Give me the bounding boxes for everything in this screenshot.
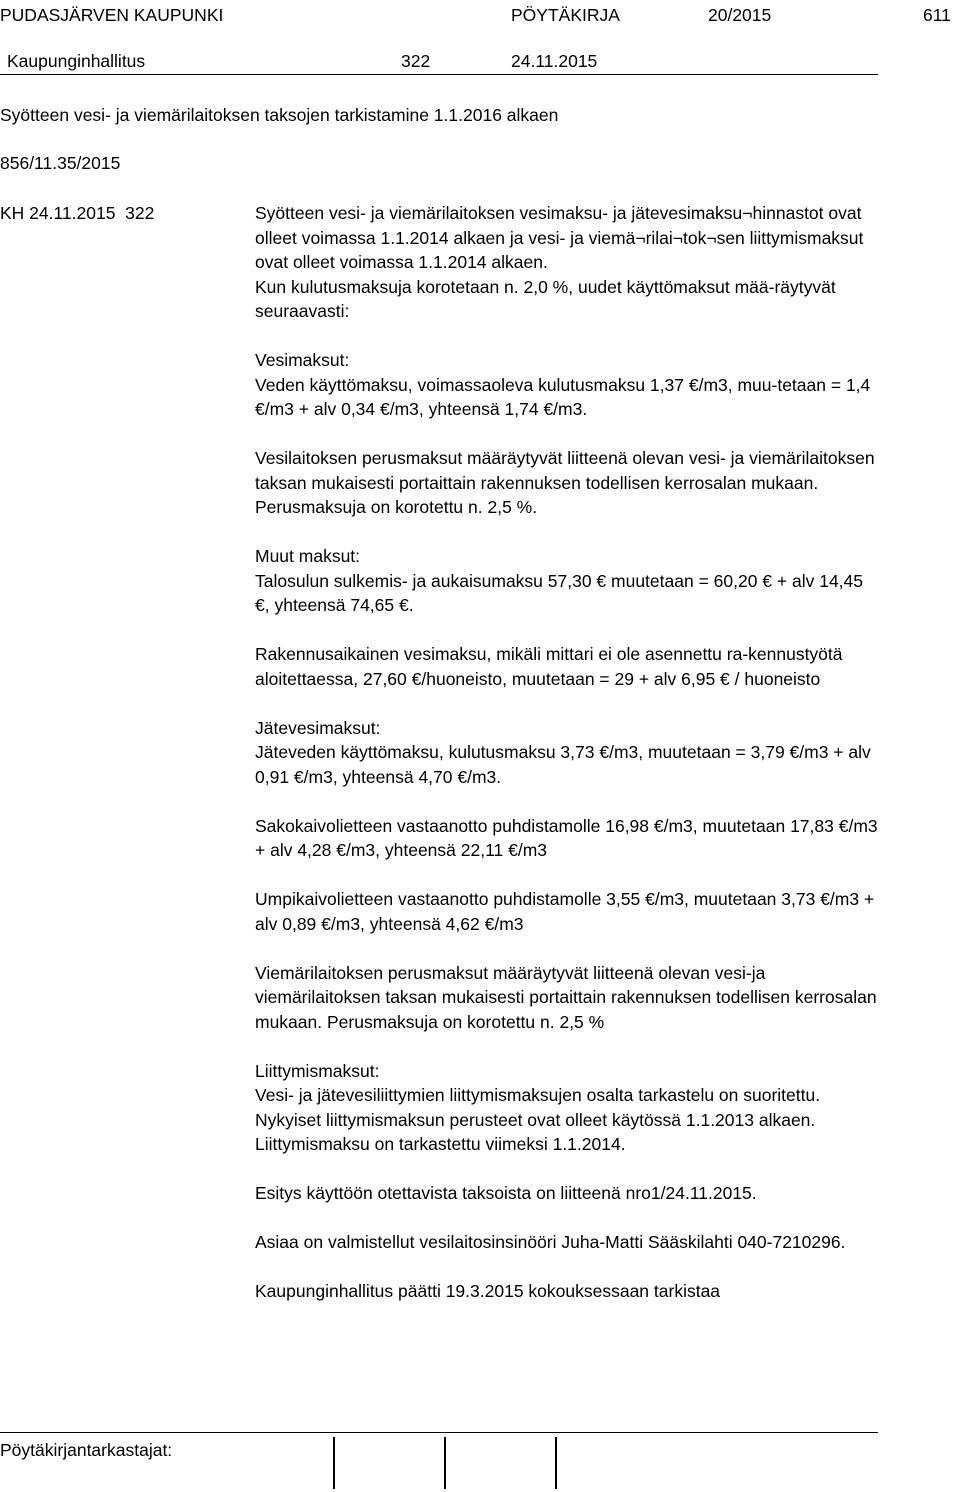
paragraph-p2: Kun kulutusmaksuja korotetaan n. 2,0 %, uudet käyttömaksut mää-räytyvät seuraavasti:: [255, 276, 836, 321]
liittymismaksut-text: Vesi- ja jätevesiliittymien liittymismaksujen osalta tarkastelu on suoritettu. Nykyiset liittymismaksun perusteet ovat olleet käytössä 1.1.2013 alkaen. Liittymismaksu on tarkastettu viimeksi 1.1.2014.: [255, 1085, 821, 1154]
jatevesimaksut-text: Jäteveden käyttömaksu, kulutusmaksu 3,73 €/m3, muutetaan = 3,79 €/m3 + alv 0,91 €/m3, yhteensä 4,70 €/m3.: [255, 742, 871, 787]
paatti-paragraph: Kaupunginhallitus päätti 19.3.2015 kokouksessaan tarkistaa: [255, 1281, 721, 1301]
body-name: Kaupunginhallitus: [7, 51, 146, 71]
doc-type: PÖYTÄKIRJA: [511, 5, 620, 25]
reference-number: 856/11.35/2015: [0, 153, 121, 173]
signature-line-3: [555, 1437, 557, 1489]
doc-number: 20/2015: [708, 5, 772, 25]
asiaa-paragraph: Asiaa on valmistellut vesilaitosinsinööri Juha-Matti Sääskilahti 040-7210296.: [255, 1232, 846, 1252]
body-text: [255, 201, 880, 1304]
signature-line-1: [333, 1437, 335, 1489]
footer-divider: [0, 1432, 878, 1433]
vesimaksut-heading: Vesimaksut:: [255, 350, 350, 370]
muut-maksut-heading: Muut maksut:: [255, 546, 361, 566]
liittymismaksut-heading: Liittymismaksut:: [255, 1060, 380, 1081]
muut-maksut-text: Talosulun sulkemis- ja aukaisumaksu 57,30 € muutetaan = 60,20 € + alv 14,45 €, yhteensä 74,65 €.: [255, 570, 864, 615]
section-number: 322: [401, 51, 431, 71]
org-name: PUDASJÄRVEN KAUPUNKI: [0, 5, 224, 25]
meeting-date: 24.11.2015: [511, 51, 598, 71]
paragraph-p1: Syötteen vesi- ja viemärilaitoksen vesimaksu- ja jätevesimaksu¬hinnastot ovat olleet voimassa 1.1.2014 alkaen ja vesi- ja viemä¬rilai¬tok¬sen liittymismaksut ovat olleet voimassa 1.1.2014 alkaen.: [255, 203, 864, 272]
vesilaitos-perusmaksut: Vesilaitoksen perusmaksut määräytyvät liitteenä olevan vesi- ja viemärilaitoksen taksan mukaisesti portaittain rakennuksen todellisen kerrosalan mukaan. Perusmaksuja on korotettu n. 2,5 %.: [255, 448, 875, 517]
signature-line-2: [444, 1437, 446, 1489]
viemarilaitos-perusmaksut: Viemärilaitoksen perusmaksut määräytyvät liitteenä olevan vesi-ja viemärilaitoksen taksan mukaisesti portaittain rakennuksen todellisen kerrosalan mukaan. Perusmaksuja on korotettu n. 2,5 %: [255, 962, 877, 1032]
esitys-paragraph: Esitys käyttöön otettavista taksoista on liitteenä nro1/24.11.2015.: [255, 1183, 757, 1203]
header-divider: [0, 74, 878, 75]
vesimaksut-text: Veden käyttömaksu, voimassaoleva kulutusmaksu 1,37 €/m3, muu-tetaan = 1,4 €/m3 + alv 0,34 €/m3, yhteensä 1,74 €/m3.: [255, 374, 871, 419]
page-number: 611: [923, 5, 951, 25]
sakokaivoliete: Sakokaivolietteen vastaanotto puhdistamolle 16,98 €/m3, muutetaan 17,83 €/m3 + alv 4,28 €/m3, yhteensä 22,11 €/m3: [255, 815, 878, 860]
document-title: Syötteen vesi- ja viemärilaitoksen taksojen tarkistamine 1.1.2016 alkaen: [0, 105, 559, 125]
rakennusaikainen-vesimaksu: Rakennusaikainen vesimaksu, mikäli mittari ei ole asennettu ra-kennustyötä aloitettaessa, 27,60 €/huoneisto, muutetaan = 29 + alv 6,95 € / huoneisto: [255, 644, 843, 689]
umpikaivoliete: Umpikaivolietteen vastaanotto puhdistamolle 3,55 €/m3, muutetaan 3,73 €/m3 + alv 0,89 €/m3, yhteensä 4,62 €/m3: [255, 889, 875, 934]
footer-label: Pöytäkirjantarkastajat:: [0, 1440, 173, 1460]
meeting-reference: KH 24.11.2015 322: [0, 203, 155, 223]
jatevesimaksut-heading: Jätevesimaksut:: [255, 717, 381, 738]
